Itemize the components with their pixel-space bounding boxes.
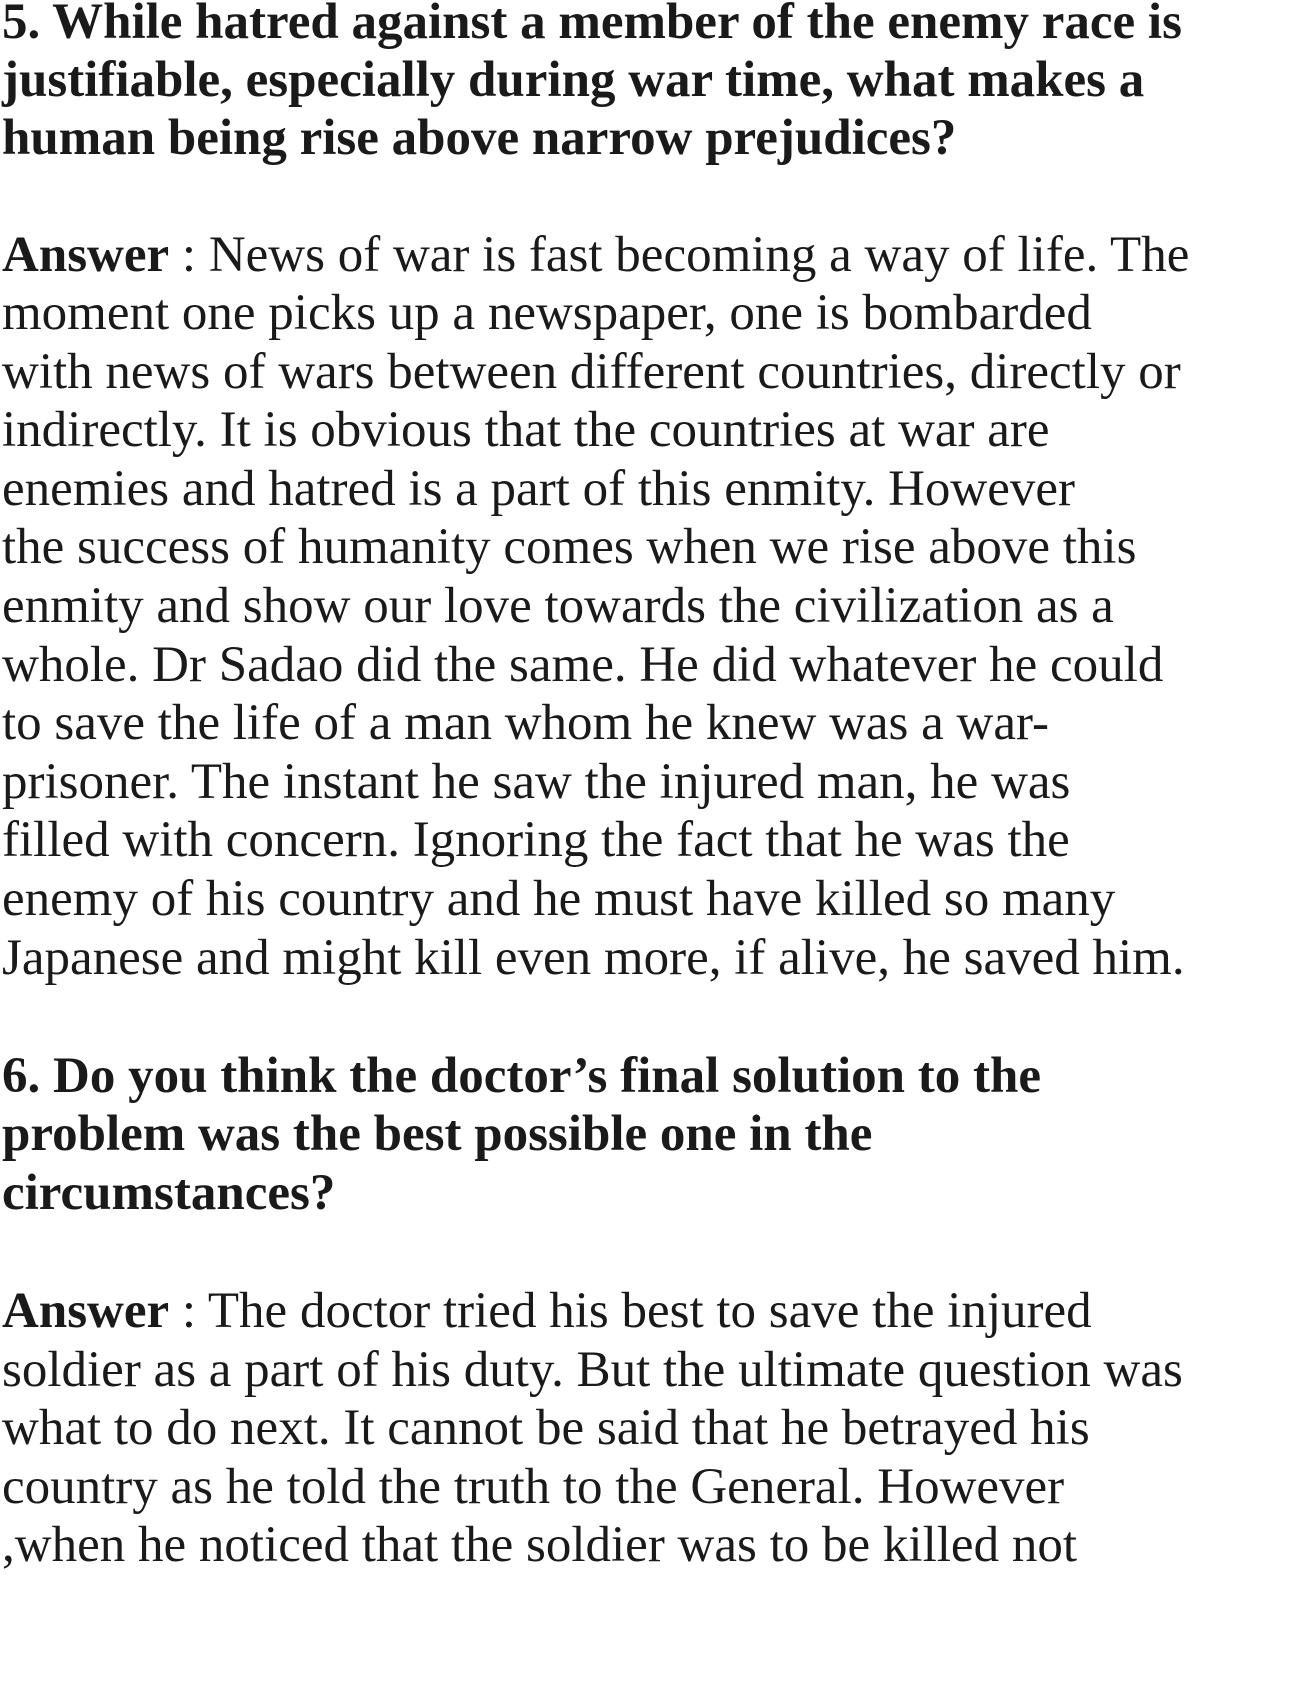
answer-5-line-10: prisoner. The instant he saw the injured man, he was — [2, 754, 1071, 810]
answer-5-line-7: enmity and show our love towards the civilization as a — [2, 578, 1114, 634]
answer-6-line-3: what to do next. It cannot be said that he betrayed his — [2, 1400, 1090, 1456]
answer-5-line-13: Japanese and might kill even more, if alive, he saved him. — [2, 930, 1185, 986]
answer-5-line-12: enemy of his country and he must have killed so many — [2, 871, 1116, 927]
answer-6-first-line-text: The doctor tried his best to save the injured — [207, 1283, 1092, 1339]
answer-5-first-line-text: News of war is fast becoming a way of life. The — [208, 227, 1190, 283]
question-5-line-3: human being rise above narrow prejudices? — [2, 110, 957, 166]
answer-5-line-9: to save the life of a man whom he knew was a war- — [2, 695, 1049, 751]
answer-5-label: Answer — [2, 227, 170, 283]
answer-5-line-1 — [2, 225, 1189, 285]
answer-5-line-4: indirectly. It is obvious that the countries at war are — [2, 402, 1050, 458]
answer-5-line-5: enemies and hatred is a part of this enmity. However — [2, 461, 1076, 517]
answer-5-line-8: whole. Dr Sadao did the same. He did whatever he could — [2, 637, 1164, 693]
answer-6-line-2: soldier as a part of his duty. But the ultimate question was — [2, 1342, 1183, 1398]
answer-5-line-11: filled with concern. Ignoring the fact that he was the — [2, 812, 1070, 868]
answer-6-line-4: country as he told the truth to the General. However — [2, 1459, 1065, 1515]
question-5-line-2: justifiable, especially during war time, what makes a — [2, 52, 1145, 108]
question-6-line-2: problem was the best possible one in the — [2, 1106, 873, 1162]
answer-5-separator: : — [169, 227, 209, 283]
question-6-line-1: 6. Do you think the doctor’s final solution to the — [2, 1048, 1041, 1104]
answer-6-separator: : — [169, 1283, 208, 1339]
answer-5-line-2: moment one picks up a newspaper, one is bombarded — [2, 285, 1092, 341]
answer-5-line-3: with news of wars between different countries, directly or — [2, 344, 1181, 400]
answer-6-line-1 — [2, 1281, 1092, 1341]
question-5-line-1: 5. While hatred against a member of the enemy race is — [2, 0, 1182, 50]
answer-5-line-6: the success of humanity comes when we rise above this — [2, 519, 1137, 575]
answer-6-label: Answer — [2, 1283, 170, 1339]
answer-6-line-5: ,when he noticed that the soldier was to be killed not — [2, 1517, 1077, 1573]
question-6-line-3: circumstances? — [2, 1165, 336, 1221]
